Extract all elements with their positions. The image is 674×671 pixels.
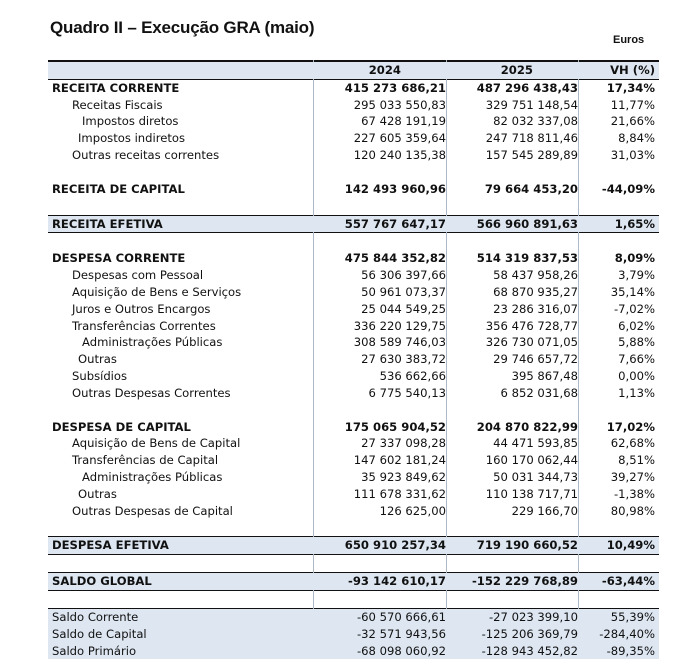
spacer [48, 233, 659, 250]
table-row-tk-admin-publicas [48, 469, 659, 486]
row-label: RECEITA DE CAPITAL [52, 181, 185, 196]
value-2025: 6 852 031,68 [500, 385, 578, 400]
value-2025: 395 867,48 [511, 368, 578, 383]
value-vh: -89,35% [606, 643, 655, 658]
value-2025: 229 166,70 [511, 503, 578, 518]
value-vh: 17,34% [606, 80, 655, 95]
row-label: Aquisição de Bens e Serviços [72, 284, 242, 299]
row-label: Aquisição de Bens de Capital [72, 436, 241, 451]
value-vh: 55,39% [610, 609, 655, 624]
value-2025: 82 032 337,08 [493, 114, 578, 129]
value-vh: 39,27% [610, 469, 655, 484]
value-2025: 247 718 811,46 [485, 131, 578, 146]
row-label: Saldo Primário [52, 643, 137, 658]
value-2025: 58 437 958,26 [493, 268, 578, 283]
table-row-tc-admin-publicas [48, 334, 659, 351]
value-vh: -44,09% [601, 181, 655, 196]
table-row-outras-receitas-correntes [48, 147, 659, 164]
table-header-row [48, 62, 659, 79]
value-2025: -125 206 369,79 [481, 626, 578, 641]
value-2025: -152 229 768,89 [471, 574, 578, 589]
table-row-impostos-indiretos [48, 130, 659, 147]
value-2025: 50 031 344,73 [493, 469, 578, 484]
value-vh: 6,02% [618, 318, 655, 333]
value-2025: 79 664 453,20 [484, 181, 578, 196]
value-2025: 487 296 438,43 [476, 80, 578, 95]
value-2024: 67 428 191,19 [361, 114, 446, 129]
value-2025: -27 023 399,10 [488, 609, 578, 624]
row-label: Subsídios [72, 368, 128, 383]
value-2024: 650 910 257,34 [344, 538, 446, 553]
spacer [48, 198, 659, 215]
value-vh: -284,40% [599, 626, 655, 641]
spacer [48, 164, 659, 181]
row-label: Transferências de Capital [72, 453, 219, 468]
column-header-2024: 2024 [368, 63, 401, 77]
value-2024: 25 044 549,25 [361, 301, 446, 316]
value-vh: 8,09% [614, 251, 655, 266]
row-label: Saldo de Capital [52, 626, 147, 641]
row-label: RECEITA EFETIVA [52, 216, 163, 231]
value-2025: 110 138 717,71 [485, 486, 578, 501]
value-vh: 0,00% [618, 368, 655, 383]
value-2025: -128 943 452,82 [481, 643, 578, 658]
table-row-saldo-global [48, 573, 659, 590]
value-vh: 31,03% [610, 147, 655, 162]
value-2024: 56 306 397,66 [361, 268, 446, 283]
row-label: Despesas com Pessoal [72, 268, 204, 283]
value-2025: 23 286 316,07 [493, 301, 578, 316]
table-row-receita-capital [48, 181, 659, 198]
row-label: Administrações Públicas [82, 469, 223, 484]
table-row-aquisicao-bens-servicos [48, 284, 659, 301]
table-row-outras-despesas-capital [48, 503, 659, 520]
value-2025: 566 960 891,63 [476, 216, 578, 231]
table-row-despesa-efetiva [48, 537, 659, 554]
value-2024: 475 844 352,82 [344, 251, 446, 266]
table-row-impostos-diretos [48, 113, 659, 130]
row-label: DESPESA CORRENTE [52, 251, 186, 266]
value-2025: 514 319 837,53 [476, 251, 578, 266]
table-row-juros [48, 301, 659, 318]
value-vh: 11,77% [610, 97, 655, 112]
value-2024: 536 662,66 [379, 368, 446, 383]
row-label: Impostos diretos [82, 114, 179, 129]
value-2024: 557 767 647,17 [344, 216, 446, 231]
row-label: DESPESA EFETIVA [52, 538, 169, 553]
value-2024: -32 571 943,56 [356, 626, 446, 641]
value-vh: -1,38% [613, 486, 655, 501]
spacer [48, 402, 659, 419]
value-2024: 295 033 550,83 [353, 97, 446, 112]
value-2024: 175 065 904,52 [344, 419, 446, 434]
value-vh: 1,13% [618, 385, 655, 400]
row-label: Administrações Públicas [82, 335, 223, 350]
value-2024: 227 605 359,64 [353, 131, 446, 146]
row-label: Outras [78, 352, 117, 367]
value-vh: 21,66% [610, 114, 655, 129]
row-label: Outras Despesas Correntes [72, 385, 231, 400]
value-2025: 356 476 728,77 [485, 318, 578, 333]
row-label: Receitas Fiscais [72, 97, 163, 112]
value-2025: 29 746 657,72 [493, 352, 578, 367]
value-2024: 336 220 129,75 [353, 318, 446, 333]
value-vh: -63,44% [601, 574, 655, 589]
value-vh: 7,66% [618, 352, 655, 367]
value-2025: 719 190 660,52 [476, 538, 578, 553]
execution-table [48, 60, 659, 659]
spacer [48, 591, 659, 608]
row-label: Outras [78, 486, 117, 501]
table-row-tc-outras [48, 351, 659, 368]
row-label: Outras receitas correntes [72, 147, 220, 162]
table-row-transferencias-correntes [48, 318, 659, 335]
spacer [48, 555, 659, 572]
row-label: Saldo Corrente [52, 609, 139, 624]
value-vh: 80,98% [610, 503, 655, 518]
row-label: RECEITA CORRENTE [52, 80, 180, 95]
value-vh: 1,65% [614, 216, 655, 231]
row-label: Outras Despesas de Capital [72, 503, 233, 518]
table-row-tk-outras [48, 486, 659, 503]
value-vh: 35,14% [610, 284, 655, 299]
value-2024: -68 098 060,92 [356, 643, 446, 658]
value-2024: 50 961 073,37 [361, 284, 446, 299]
value-vh: 17,02% [606, 419, 655, 434]
table-row-despesas-pessoal [48, 267, 659, 284]
value-2025: 44 471 593,85 [493, 436, 578, 451]
value-2025: 157 545 289,89 [485, 147, 578, 162]
table-row-saldo-capital [48, 626, 659, 643]
table-row-despesa-capital [48, 419, 659, 436]
value-vh: -7,02% [613, 301, 655, 316]
value-2025: 160 170 062,44 [485, 453, 578, 468]
column-header-vh: VH (%) [610, 63, 655, 77]
value-2024: 27 630 383,72 [361, 352, 446, 367]
value-2025: 68 870 935,27 [493, 284, 578, 299]
value-vh: 5,88% [618, 335, 655, 350]
table-row-aquisicao-bens-capital [48, 435, 659, 452]
table-row-subsidios [48, 368, 659, 385]
value-vh: 8,84% [618, 131, 655, 146]
value-2024: 120 240 135,38 [353, 147, 446, 162]
row-label: SALDO GLOBAL [52, 574, 152, 589]
table-row-receita-corrente [48, 80, 659, 97]
value-2024: -60 570 666,61 [356, 609, 446, 624]
table-row-outras-despesas-correntes [48, 385, 659, 402]
value-2025: 204 870 822,99 [476, 419, 578, 434]
value-2024: 147 602 181,24 [353, 453, 446, 468]
value-2025: 326 730 071,05 [485, 335, 578, 350]
table-row-transferencias-capital [48, 452, 659, 469]
value-2024: 415 273 686,21 [344, 80, 446, 95]
row-label: Juros e Outros Encargos [72, 301, 211, 316]
value-vh: 3,79% [618, 268, 655, 283]
value-2024: 35 923 849,62 [361, 469, 446, 484]
row-label: DESPESA DE CAPITAL [52, 419, 191, 434]
value-2024: 27 337 098,28 [361, 436, 446, 451]
value-vh: 10,49% [606, 538, 655, 553]
value-2024: 111 678 331,62 [353, 486, 446, 501]
value-2024: 142 493 960,96 [344, 181, 446, 196]
table-row-despesa-corrente [48, 250, 659, 267]
value-vh: 62,68% [610, 436, 655, 451]
table-row-receitas-fiscais [48, 97, 659, 114]
table-row-saldo-corrente [48, 609, 659, 626]
value-vh: 8,51% [618, 453, 655, 468]
spacer [48, 519, 659, 536]
table-row-receita-efetiva [48, 216, 659, 233]
value-2024: -93 142 610,17 [348, 574, 446, 589]
table-row-saldo-primario [48, 643, 659, 660]
value-2025: 329 751 148,54 [485, 97, 578, 112]
row-label: Impostos indiretos [78, 131, 186, 146]
column-header-2025: 2025 [500, 63, 533, 77]
unit-label: Euros [613, 34, 645, 46]
page-title: Quadro II – Execução GRA (maio) [50, 18, 315, 37]
value-2024: 308 589 746,03 [353, 335, 446, 350]
value-2024: 6 775 540,13 [368, 385, 446, 400]
row-label: Transferências Correntes [72, 318, 216, 333]
value-2024: 126 625,00 [379, 503, 446, 518]
